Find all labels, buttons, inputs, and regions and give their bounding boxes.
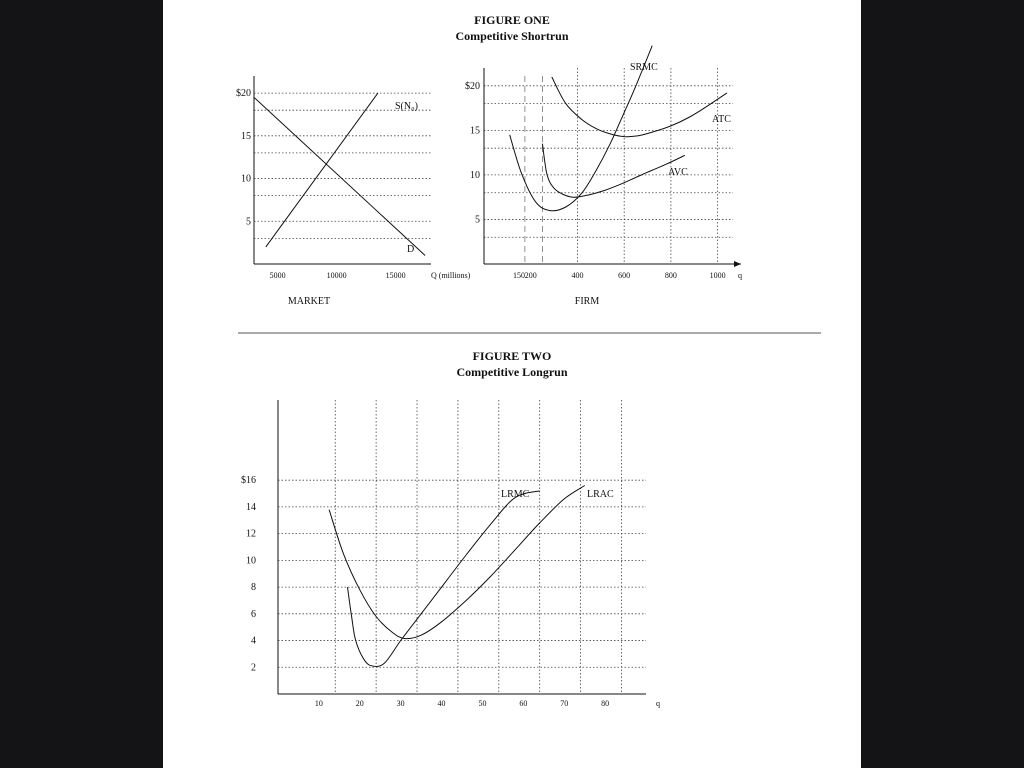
firm-x-tick-label: 400 [571, 271, 584, 280]
figure-one-title: FIGURE ONE [474, 13, 550, 27]
firm-series-label-avc: AVC [668, 167, 688, 178]
firm-series-avc [542, 144, 685, 198]
market-x-tick-label: 5000 [269, 271, 286, 280]
market-y-tick-label: 15 [241, 130, 251, 142]
longrun-y-tick-label: 14 [246, 501, 256, 513]
figure-two-subtitle: Competitive Longrun [456, 365, 568, 379]
figure-page [163, 0, 861, 768]
firm-x-axis-arrow [734, 261, 741, 267]
longrun-x-tick-label: 50 [478, 699, 487, 708]
figure-one-subtitle: Competitive Shortrun [455, 29, 569, 43]
longrun-y-tick-label: 6 [251, 608, 256, 620]
figure-two-title: FIGURE TWO [472, 349, 552, 363]
firm-x-tick-label: 1000 [709, 271, 726, 280]
longrun-x-tick-label: 80 [601, 699, 610, 708]
longrun-chart [241, 400, 660, 708]
firm-series-label-atc: ATC [712, 114, 731, 125]
longrun-y-tick-label: $16 [241, 475, 256, 487]
figures-canvas [163, 0, 861, 768]
market-x-tick-label: 10000 [326, 271, 347, 280]
market-y-tick-label: 10 [241, 173, 251, 185]
firm-chart [465, 46, 742, 280]
firm-caption: FIRM [574, 296, 600, 307]
firm-x-axis-title: q [738, 271, 742, 280]
market-series-label-s-no-: S(N₀) [395, 101, 418, 112]
firm-x-tick-label: 200 [524, 271, 537, 280]
longrun-y-tick-label: 12 [246, 528, 256, 540]
firm-y-tick-label: 15 [470, 125, 480, 137]
longrun-x-tick-label: 60 [519, 699, 528, 708]
longrun-y-tick-label: 4 [251, 635, 256, 647]
firm-x-tick-label: 600 [618, 271, 631, 280]
firm-y-tick-label: $20 [465, 80, 480, 92]
longrun-x-tick-label: 70 [560, 699, 569, 708]
longrun-y-tick-label: 10 [246, 555, 256, 567]
market-chart [236, 76, 471, 280]
longrun-x-axis-title: q [656, 699, 660, 708]
longrun-x-tick-label: 20 [355, 699, 364, 708]
longrun-series-lrac [329, 486, 585, 639]
longrun-x-tick-label: 10 [314, 699, 323, 708]
firm-y-tick-label: 5 [475, 214, 480, 226]
market-caption: MARKET [287, 296, 331, 307]
longrun-x-tick-label: 40 [437, 699, 446, 708]
longrun-series-label-lrmc: LRMC [501, 489, 530, 500]
market-x-axis-title: Q (millions) [431, 271, 471, 280]
firm-y-tick-label: 10 [470, 169, 480, 181]
longrun-x-tick-label: 30 [396, 699, 405, 708]
market-series-s-no- [266, 93, 378, 247]
market-x-tick-label: 15000 [385, 271, 406, 280]
market-series-label-d: D [407, 244, 415, 255]
firm-series-label-srmc: SRMC [630, 62, 658, 73]
market-y-tick-label: 5 [246, 216, 251, 228]
longrun-y-tick-label: 2 [251, 662, 256, 674]
firm-x-tick-label: 800 [664, 271, 677, 280]
longrun-y-tick-label: 8 [251, 582, 256, 594]
market-series-d [254, 97, 425, 255]
firm-x-tick-label: 150 [513, 271, 526, 280]
market-y-tick-label: $20 [236, 88, 251, 100]
longrun-series-label-lrac: LRAC [587, 489, 614, 500]
